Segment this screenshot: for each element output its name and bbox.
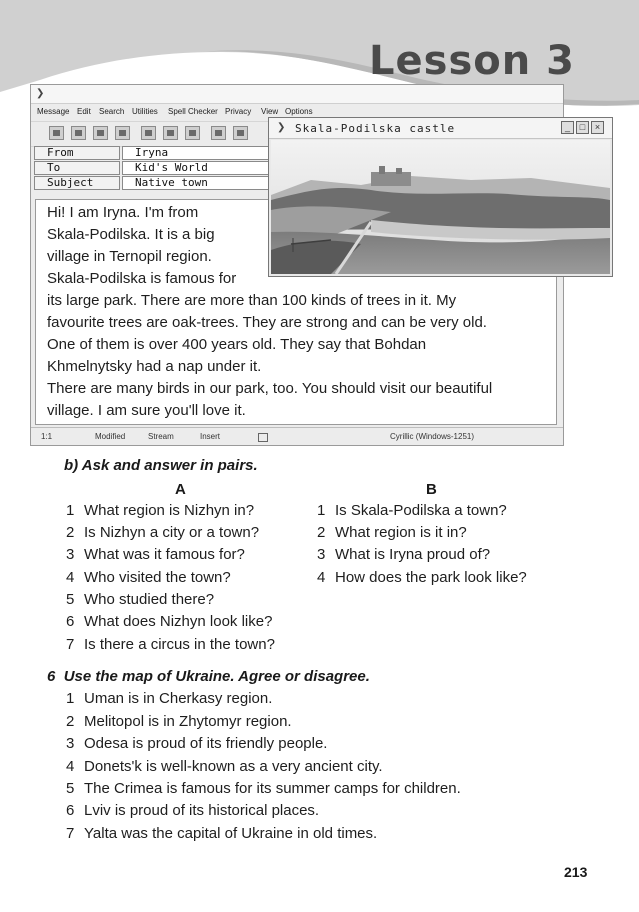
photo-app-icon: ❯ bbox=[277, 122, 286, 133]
question-a-item: 7 Is there a circus in the town? bbox=[66, 636, 275, 653]
body-line: village in Ternopil region. bbox=[47, 248, 212, 265]
attach-icon[interactable] bbox=[71, 126, 86, 140]
body-line: Skala-Podilska. It is a big bbox=[47, 226, 215, 243]
question-a-item: 6 What does Nizhyn look like? bbox=[66, 613, 273, 630]
exercise-number: 6 bbox=[47, 668, 56, 685]
body-line: its large park. There are more than 100 kinds of trees in it. My bbox=[47, 292, 457, 309]
address-book-icon[interactable] bbox=[49, 126, 64, 140]
statement-item: 1 Uman is in Cherkasy region. bbox=[66, 690, 273, 707]
castle-photo bbox=[271, 140, 610, 274]
question-b-item: 4 How does the park look like? bbox=[317, 569, 527, 586]
status-modified: Modified bbox=[95, 432, 126, 441]
body-line: Khmelnytsky had a nap under it. bbox=[47, 358, 262, 375]
subject-label: Subject bbox=[34, 176, 120, 190]
page-number: 213 bbox=[564, 864, 588, 880]
question-a-item: 3 What was it famous for? bbox=[66, 546, 245, 563]
menu-privacy[interactable]: Privacy bbox=[225, 107, 252, 116]
photo-window bbox=[268, 117, 613, 277]
minimize-icon[interactable]: _ bbox=[561, 121, 574, 134]
body-line: Skala-Podilska is famous for bbox=[47, 270, 237, 287]
edit-icon[interactable] bbox=[93, 126, 108, 140]
cut-icon[interactable] bbox=[141, 126, 156, 140]
body-line: Hi! I am Iryna. I'm from bbox=[47, 204, 199, 221]
menu-search[interactable]: Search bbox=[99, 107, 125, 116]
column-a-header: A bbox=[175, 481, 186, 498]
status-position: 1:1 bbox=[41, 432, 53, 441]
spell-icon[interactable] bbox=[233, 126, 248, 140]
statement-item: 2 Melitopol is in Zhytomyr region. bbox=[66, 713, 292, 730]
body-line: There are many birds in our park, too. You should visit our beautiful bbox=[47, 380, 493, 397]
exercise-6-heading bbox=[47, 668, 370, 685]
question-a-item: 1 What region is Nizhyn in? bbox=[66, 502, 255, 519]
question-b-item: 1 Is Skala-Podilska a town? bbox=[317, 502, 507, 519]
question-a-item: 5 Who studied there? bbox=[66, 591, 215, 608]
status-insert: Insert bbox=[200, 432, 221, 441]
statement-item: 5 The Crimea is famous for its summer camps for children. bbox=[66, 780, 461, 797]
paste-icon[interactable] bbox=[185, 126, 200, 140]
question-b-item: 2 What region is it in? bbox=[317, 524, 467, 541]
exercise-instruction: Use the map of Ukraine. Agree or disagree. bbox=[63, 668, 370, 685]
find-icon[interactable] bbox=[211, 126, 226, 140]
column-b-header: B bbox=[426, 481, 437, 498]
statement-item: 6 Lviv is proud of its historical places. bbox=[66, 802, 320, 819]
from-label: From bbox=[34, 146, 120, 160]
question-a-item: 2 Is Nizhyn a city or a town? bbox=[66, 524, 260, 541]
lesson-title: Lesson 3 bbox=[369, 38, 575, 84]
question-a-item: 4 Who visited the town? bbox=[66, 569, 231, 586]
from-field[interactable]: Iryna bbox=[122, 146, 272, 160]
menu-options[interactable]: Options bbox=[285, 107, 313, 116]
photo-titlebar bbox=[269, 118, 612, 139]
statement-item: 4 Donets'k is well-known as a very ancient city. bbox=[66, 758, 383, 775]
subject-field[interactable]: Native town bbox=[122, 176, 272, 190]
exercise-b-heading: b) Ask and answer in pairs. bbox=[64, 457, 258, 474]
maximize-icon[interactable]: □ bbox=[576, 121, 589, 134]
menu-view[interactable]: View bbox=[261, 107, 279, 116]
status-stream: Stream bbox=[148, 432, 174, 441]
email-titlebar bbox=[31, 85, 563, 104]
menu-utilities[interactable]: Utilities bbox=[132, 107, 158, 116]
photo-window-title: Skala-Podilska castle bbox=[295, 122, 456, 135]
app-icon: ❯ bbox=[36, 88, 45, 99]
body-line: favourite trees are oak-trees. They are strong and can be very old. bbox=[47, 314, 487, 331]
menu-message[interactable]: Message bbox=[37, 107, 70, 116]
menu-spell-checker[interactable]: Spell Checker bbox=[168, 107, 218, 116]
statement-item: 3 Odesa is proud of its friendly people. bbox=[66, 735, 328, 752]
to-label: To bbox=[34, 161, 120, 175]
body-line: village. I am sure you'll love it. bbox=[47, 402, 246, 419]
question-b-item: 3 What is Iryna proud of? bbox=[317, 546, 491, 563]
status-bar bbox=[31, 427, 563, 446]
copy-icon[interactable] bbox=[163, 126, 178, 140]
close-icon[interactable]: × bbox=[591, 121, 604, 134]
status-keyboard-icon bbox=[258, 433, 268, 442]
status-encoding: Cyrillic (Windows-1251) bbox=[390, 432, 475, 441]
body-line: One of them is over 400 years old. They say that Bohdan bbox=[47, 336, 427, 353]
menu-edit[interactable]: Edit bbox=[77, 107, 91, 116]
statement-item: 7 Yalta was the capital of Ukraine in old times. bbox=[66, 825, 378, 842]
to-field[interactable]: Kid's World bbox=[122, 161, 272, 175]
save-icon[interactable] bbox=[115, 126, 130, 140]
